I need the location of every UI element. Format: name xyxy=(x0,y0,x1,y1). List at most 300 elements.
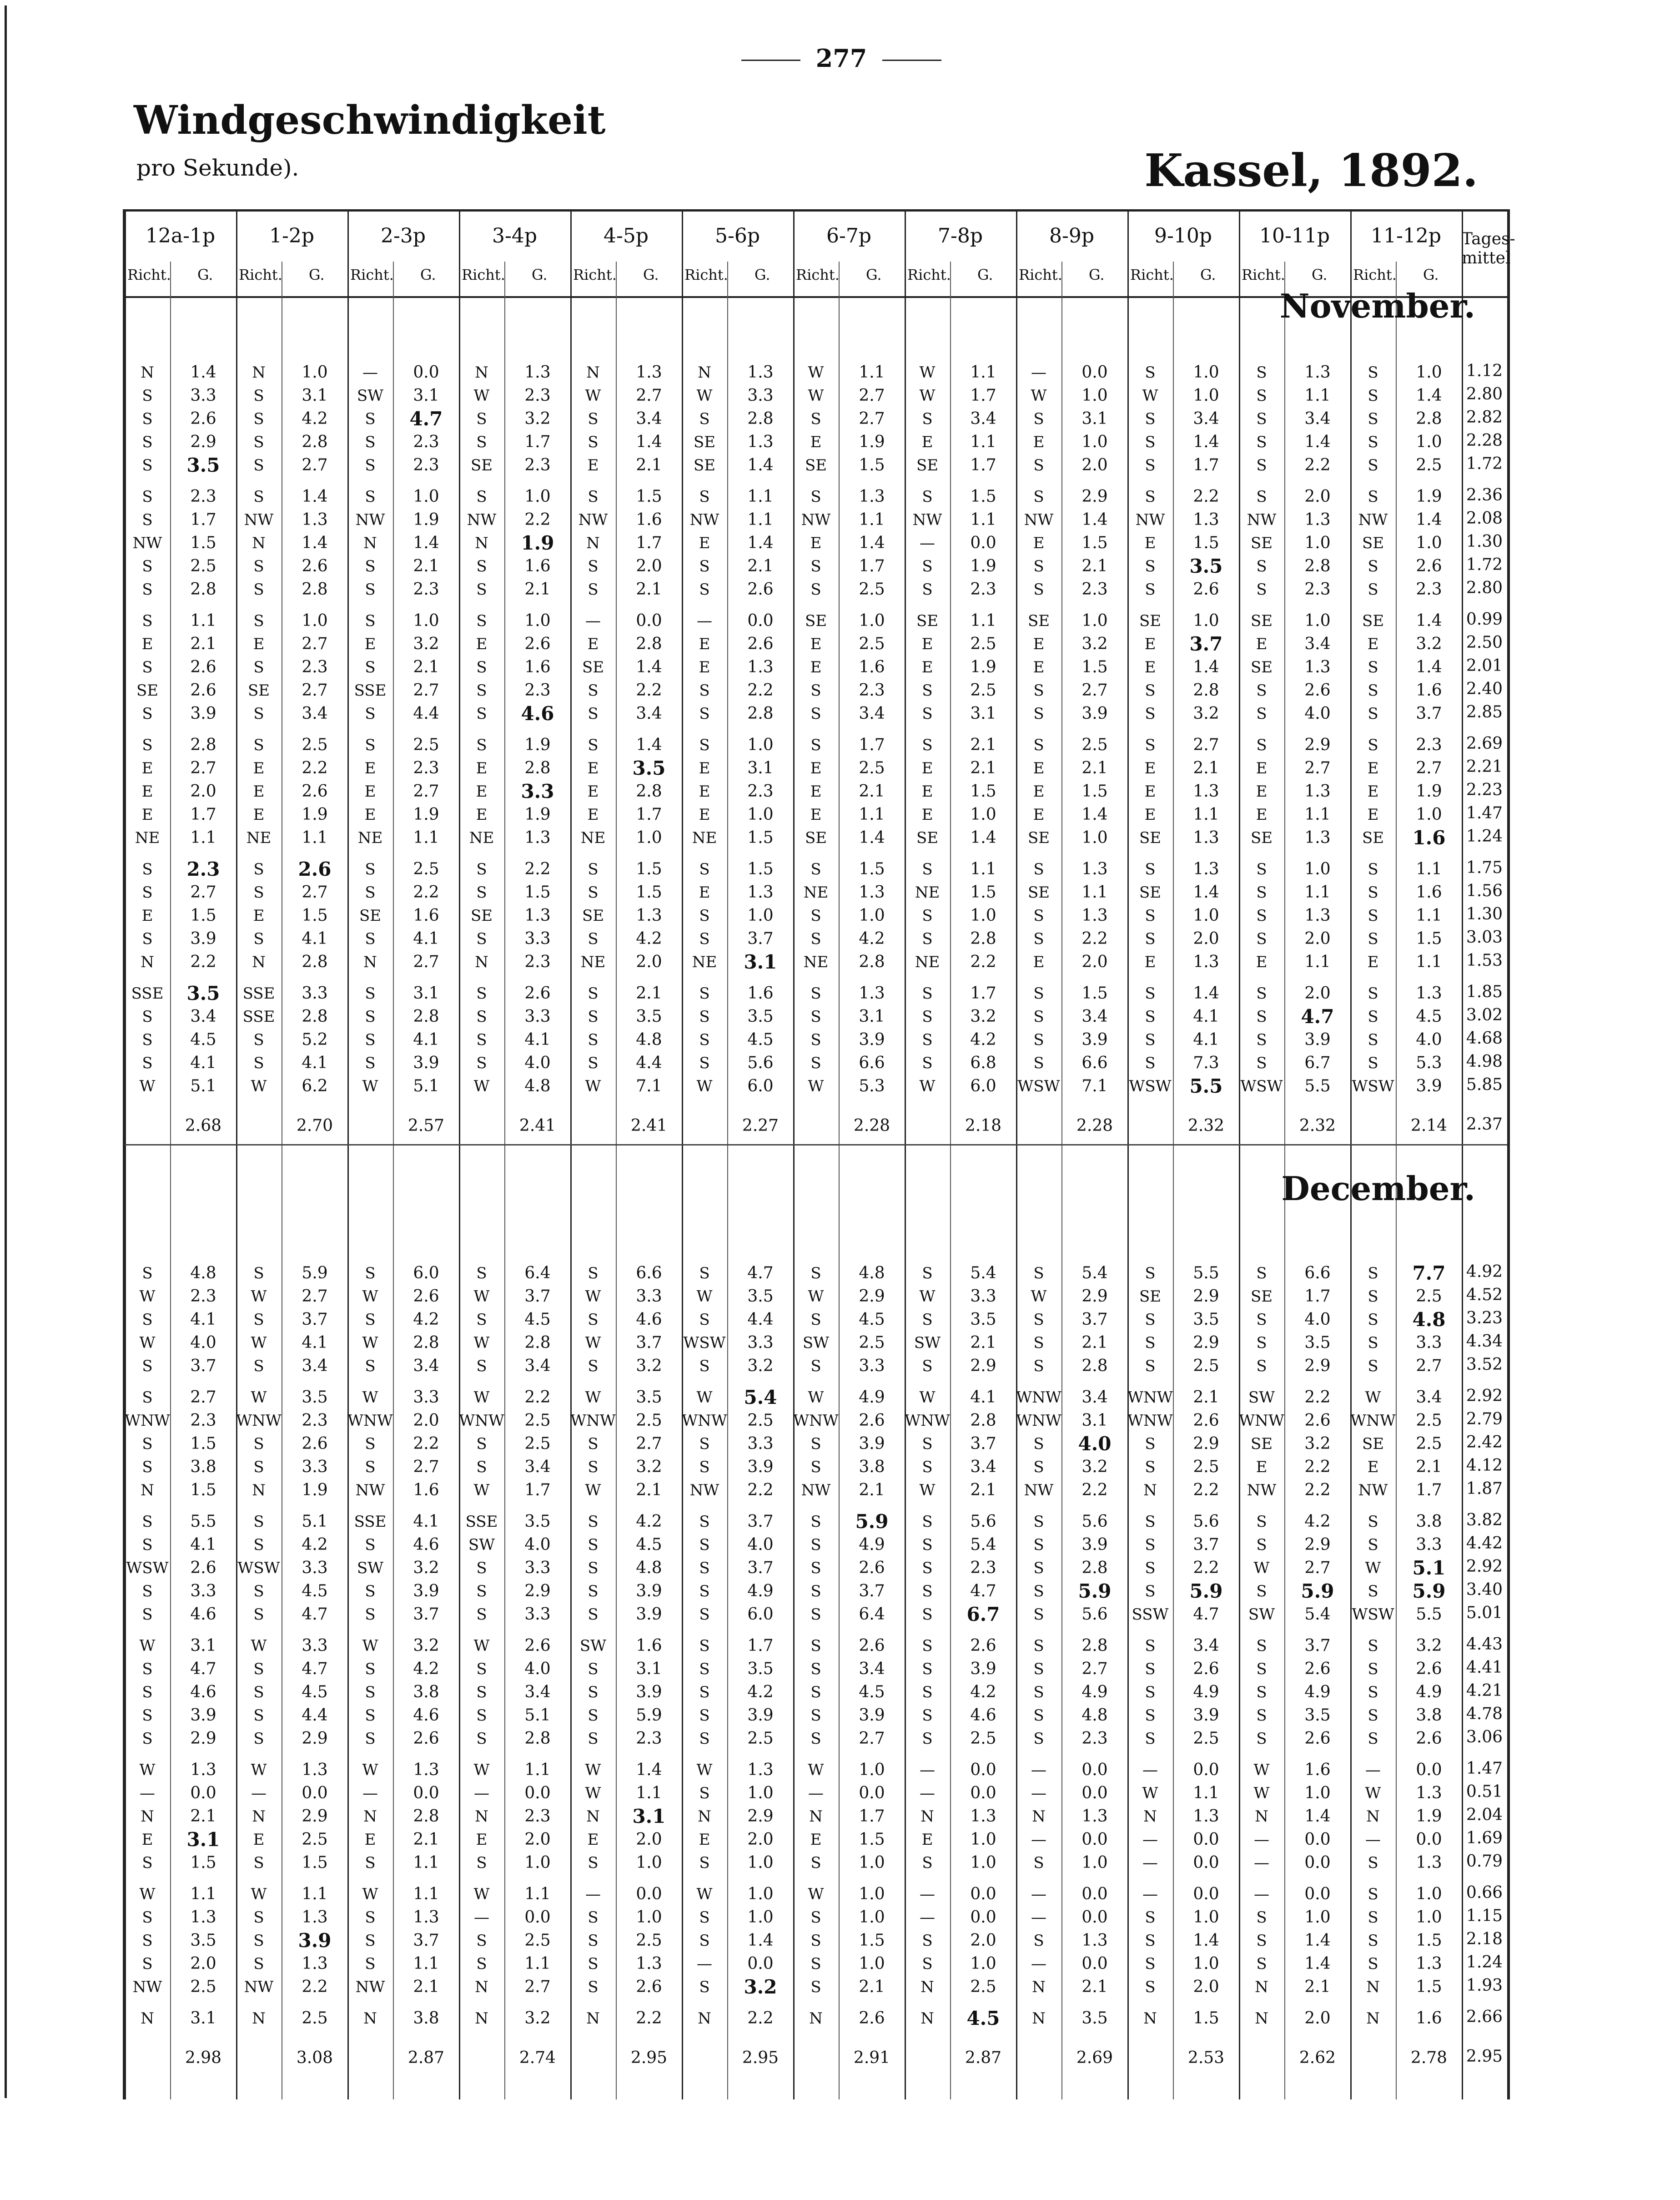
wind-direction: W xyxy=(585,387,601,405)
wind-speed: 2.6 xyxy=(524,984,551,1003)
wind-speed: 0.0 xyxy=(190,1784,216,1802)
wind-speed: 2.8 xyxy=(859,953,885,971)
wind-speed: 2.1 xyxy=(747,557,774,575)
hour-column-header xyxy=(570,212,682,296)
wind-direction: S xyxy=(476,1458,487,1476)
wind-speed: 4.0 xyxy=(1304,1310,1331,1329)
wind-speed: 3.2 xyxy=(413,1559,439,1577)
wind-direction: NW xyxy=(1024,1481,1054,1499)
daily-mean: 3.23 xyxy=(1466,1309,1503,1327)
wind-direction: S xyxy=(1256,1582,1267,1600)
wind-speed: 0.0 xyxy=(970,1908,996,1927)
wind-speed: 1.7 xyxy=(190,510,216,529)
wind-speed: 1.0 xyxy=(1416,805,1442,824)
wind-direction: E xyxy=(364,759,376,777)
wind-speed: 1.3 xyxy=(190,1908,216,1927)
wind-direction: S xyxy=(588,1978,599,1996)
wind-speed: 1.3 xyxy=(1193,782,1219,801)
wind-direction: E xyxy=(364,782,376,801)
wind-speed: 3.5 xyxy=(636,1388,662,1407)
wind-direction: W xyxy=(1142,1784,1158,1802)
wind-direction: S xyxy=(476,1559,487,1577)
daily-mean: 5.85 xyxy=(1466,1075,1503,1094)
wind-direction: W xyxy=(362,1287,378,1306)
wind-speed: 1.0 xyxy=(1193,1908,1219,1927)
wind-speed: 1.6 xyxy=(524,557,551,575)
wind-speed: 4.1 xyxy=(190,1310,216,1329)
daily-mean: 2.85 xyxy=(1466,703,1503,722)
wind-direction: S xyxy=(142,883,153,902)
wind-speed: 2.6 xyxy=(1304,1729,1331,1748)
wind-speed: 6.2 xyxy=(302,1077,328,1095)
wind-direction: S xyxy=(142,1458,153,1476)
wind-speed: 2.1 xyxy=(1416,1458,1442,1476)
wind-speed: 1.5 xyxy=(636,860,662,878)
wind-speed: 4.0 xyxy=(190,1333,216,1352)
wind-direction: E xyxy=(1033,759,1045,777)
wind-direction: N xyxy=(1255,1978,1268,1996)
direction-subheader: Richt. xyxy=(684,266,728,283)
wind-direction: N xyxy=(920,1978,934,1996)
wind-direction: W xyxy=(251,1388,267,1407)
wind-speed: 1.1 xyxy=(190,611,216,630)
direction-subheader: Richt. xyxy=(1019,266,1062,283)
wind-speed: 5.4 xyxy=(970,1264,996,1282)
wind-speed: 3.2 xyxy=(1304,1434,1331,1453)
wind-speed: 4.6 xyxy=(970,1706,996,1725)
wind-direction: S xyxy=(588,1605,599,1624)
wind-direction: S xyxy=(253,1955,264,1973)
daily-mean: 4.34 xyxy=(1466,1332,1503,1351)
wind-speed: 4.4 xyxy=(747,1310,774,1329)
wind-speed: 2.7 xyxy=(859,386,885,405)
wind-direction: S xyxy=(922,1955,933,1973)
wind-direction: SSE xyxy=(242,1008,275,1026)
wind-direction: S xyxy=(142,433,153,451)
wind-direction: N xyxy=(475,2009,488,2028)
wind-direction: S xyxy=(588,433,599,451)
wind-direction: S xyxy=(588,1311,599,1329)
wind-direction: S xyxy=(922,1605,933,1624)
wind-direction: W xyxy=(808,363,824,382)
wind-direction: S xyxy=(1368,456,1378,474)
wind-direction: W xyxy=(696,1885,713,1903)
wind-direction: W xyxy=(362,1388,378,1407)
wind-speed: 5.5 xyxy=(1416,1605,1442,1624)
wind-direction: S xyxy=(922,1932,933,1950)
wind-speed: 5.9 xyxy=(1412,1580,1446,1602)
wind-speed: 2.9 xyxy=(1193,1434,1219,1453)
wind-direction: — xyxy=(1031,1761,1046,1779)
wind-speed: 1.9 xyxy=(521,532,554,554)
daily-mean: 3.06 xyxy=(1466,1728,1503,1746)
wind-speed: 0.0 xyxy=(1081,1784,1108,1802)
wind-direction: S xyxy=(588,1683,599,1701)
wind-direction: S xyxy=(142,658,153,676)
wind-speed: 2.2 xyxy=(1304,456,1331,474)
wind-direction: S xyxy=(1256,363,1267,382)
wind-speed: 2.5 xyxy=(302,2009,328,2028)
wind-direction: S xyxy=(476,1264,487,1282)
wind-direction: SE xyxy=(1139,1287,1162,1306)
wind-speed: 1.0 xyxy=(970,1853,996,1872)
wind-speed: 2.7 xyxy=(1416,1357,1442,1375)
wind-speed: 2.6 xyxy=(298,858,332,880)
wind-speed: 5.6 xyxy=(1081,1512,1108,1531)
wind-speed: 3.2 xyxy=(636,1458,662,1476)
wind-direction: S xyxy=(922,1730,933,1748)
wind-direction: SW xyxy=(802,1334,830,1352)
wind-speed: 1.0 xyxy=(302,363,328,382)
wind-speed: 1.0 xyxy=(1304,1908,1331,1927)
daily-mean: 3.02 xyxy=(1466,1006,1503,1024)
wind-speed: 2.8 xyxy=(413,1007,439,1026)
daily-mean: 4.41 xyxy=(1466,1658,1503,1677)
wind-speed: 2.7 xyxy=(190,883,216,902)
wind-speed: 2.8 xyxy=(970,1411,996,1430)
wind-direction: S xyxy=(1033,1031,1044,1049)
wind-direction: S xyxy=(588,488,599,506)
wind-direction: S xyxy=(365,984,376,1003)
wind-direction: S xyxy=(365,1660,376,1678)
wind-direction: S xyxy=(365,1683,376,1701)
wind-speed: 4.8 xyxy=(190,1264,216,1282)
wind-speed: 1.0 xyxy=(1193,611,1219,630)
wind-speed: 3.4 xyxy=(302,1357,328,1375)
wind-direction: S xyxy=(1033,580,1044,599)
wind-direction: E xyxy=(253,782,265,801)
wind-direction: W xyxy=(1365,1559,1381,1577)
wind-direction: S xyxy=(142,860,153,878)
wind-speed: 0.0 xyxy=(524,1784,551,1802)
wind-speed: 5.1 xyxy=(413,1077,439,1095)
wind-direction: S xyxy=(1145,1559,1156,1577)
wind-direction: S xyxy=(1145,410,1156,428)
wind-speed: 3.4 xyxy=(859,1660,885,1678)
wind-direction: S xyxy=(699,1264,710,1282)
wind-speed: 4.1 xyxy=(413,929,439,948)
wind-direction: S xyxy=(476,1311,487,1329)
wind-direction: S xyxy=(1368,1008,1378,1026)
wind-speed: 3.5 xyxy=(1304,1706,1331,1725)
wind-direction: S xyxy=(699,1730,710,1748)
speed-subheader: G. xyxy=(1423,266,1439,283)
wind-direction: W xyxy=(473,1885,490,1903)
wind-speed: 2.5 xyxy=(859,759,885,777)
wind-direction: S xyxy=(810,1978,821,1996)
wind-direction: S xyxy=(365,410,376,428)
wind-speed: 0.0 xyxy=(1304,1830,1331,1849)
wind-direction: S xyxy=(1368,930,1378,948)
wind-speed: 2.0 xyxy=(1304,2009,1331,2028)
wind-speed: 2.3 xyxy=(524,681,551,700)
wind-direction: SE xyxy=(1139,829,1162,847)
wind-speed: 1.4 xyxy=(1304,1954,1331,1973)
wind-direction: S xyxy=(1256,1908,1267,1927)
wind-speed: 1.5 xyxy=(859,1830,885,1849)
wind-speed: 1.1 xyxy=(524,1761,551,1779)
wind-direction: SE xyxy=(1250,1287,1273,1306)
wind-speed: 3.7 xyxy=(1189,633,1223,655)
wind-speed: 3.3 xyxy=(524,929,551,948)
wind-speed: 1.3 xyxy=(1081,906,1108,925)
wind-direction: S xyxy=(1145,1435,1156,1453)
wind-speed: 2.6 xyxy=(302,557,328,575)
direction-subheader: Richt. xyxy=(127,266,171,283)
hour-label: 6-7p xyxy=(826,224,872,247)
wind-speed: 1.7 xyxy=(970,386,996,405)
wind-direction: S xyxy=(1033,1513,1044,1531)
wind-direction: S xyxy=(922,488,933,506)
wind-direction: NW xyxy=(1358,511,1388,529)
hourly-mean: 2.41 xyxy=(519,1116,556,1135)
hourly-mean: 2.41 xyxy=(630,1116,668,1135)
wind-speed: 2.8 xyxy=(1081,1559,1108,1577)
wind-speed: 5.6 xyxy=(747,1054,774,1072)
wind-direction: S xyxy=(142,511,153,529)
hourly-mean: 2.68 xyxy=(185,1116,222,1135)
wind-speed: 1.1 xyxy=(1193,805,1219,824)
wind-speed: 2.6 xyxy=(970,1636,996,1655)
wind-direction: S xyxy=(142,1031,153,1049)
wind-speed: 3.9 xyxy=(747,1458,774,1476)
wind-speed: 4.9 xyxy=(747,1582,774,1600)
wind-direction: S xyxy=(142,1513,153,1531)
wind-speed: 5.6 xyxy=(1081,1605,1108,1624)
wind-speed: 3.2 xyxy=(524,2009,551,2028)
wind-speed: 2.5 xyxy=(1193,1458,1219,1476)
wind-speed: 1.1 xyxy=(970,433,996,451)
wind-direction: S xyxy=(699,1706,710,1725)
wind-speed: 1.1 xyxy=(859,510,885,529)
wind-direction: S xyxy=(253,1908,264,1927)
direction-subheader: Richt. xyxy=(573,266,617,283)
wind-direction: NW xyxy=(1135,511,1165,529)
wind-speed: 2.3 xyxy=(190,1411,216,1430)
wind-speed: 0.0 xyxy=(1416,1761,1442,1779)
wind-direction: SW xyxy=(357,387,384,405)
wind-speed: 2.1 xyxy=(1081,1978,1108,1996)
daily-mean: 1.87 xyxy=(1466,1479,1503,1498)
page-number: 277 xyxy=(696,44,987,73)
wind-direction: WNW xyxy=(1239,1412,1284,1430)
wind-direction: S xyxy=(253,1683,264,1701)
wind-speed: 1.9 xyxy=(413,510,439,529)
wind-speed: 2.5 xyxy=(1416,1434,1442,1453)
wind-direction: SE xyxy=(916,456,939,474)
wind-speed: 3.7 xyxy=(1304,1636,1331,1655)
wind-direction: — xyxy=(362,1784,378,1802)
wind-speed: 1.5 xyxy=(859,860,885,878)
wind-speed: 3.8 xyxy=(413,1683,439,1701)
wind-speed: 1.6 xyxy=(1416,2009,1442,2028)
wind-speed: 7.1 xyxy=(636,1077,662,1095)
wind-direction: S xyxy=(922,907,933,925)
wind-speed: 3.1 xyxy=(636,1660,662,1678)
wind-direction: W xyxy=(808,387,824,405)
wind-direction: S xyxy=(810,1932,821,1950)
wind-speed: 1.3 xyxy=(413,1761,439,1779)
speed-subheader: G. xyxy=(643,266,659,283)
wind-speed: 1.1 xyxy=(524,1885,551,1903)
wind-direction: WNW xyxy=(1016,1412,1061,1430)
wind-direction: S xyxy=(1368,658,1378,676)
wind-speed: 1.5 xyxy=(190,1434,216,1453)
wind-speed: 1.4 xyxy=(1416,658,1442,676)
wind-speed: 2.0 xyxy=(1304,984,1331,1003)
wind-direction: S xyxy=(253,1311,264,1329)
wind-direction: E xyxy=(1144,534,1156,552)
wind-direction: NW xyxy=(1247,511,1277,529)
wind-direction: S xyxy=(253,1357,264,1375)
wind-speed: 2.3 xyxy=(859,681,885,700)
wind-direction: S xyxy=(1145,1730,1156,1748)
wind-speed: 4.2 xyxy=(1304,1512,1331,1531)
wind-speed: 1.0 xyxy=(859,1761,885,1779)
daily-mean: 1.85 xyxy=(1466,983,1503,1001)
wind-direction: W xyxy=(1031,1287,1047,1306)
wind-speed: 1.3 xyxy=(190,1761,216,1779)
wind-direction: E xyxy=(476,759,488,777)
wind-direction: S xyxy=(1145,1264,1156,1282)
wind-direction: SE xyxy=(1362,612,1384,630)
wind-direction: S xyxy=(253,387,264,405)
wind-speed: 1.6 xyxy=(413,906,439,925)
wind-direction: S xyxy=(1145,1978,1156,1996)
wind-speed: 2.5 xyxy=(190,1978,216,1996)
wind-direction: S xyxy=(142,387,153,405)
wind-speed: 0.0 xyxy=(970,1885,996,1903)
wind-speed: 1.3 xyxy=(970,1807,996,1826)
wind-speed: 2.6 xyxy=(1416,1660,1442,1678)
wind-direction: SE xyxy=(693,433,716,451)
wind-direction: S xyxy=(476,580,487,599)
wind-speed: 2.5 xyxy=(1193,1357,1219,1375)
wind-direction: S xyxy=(142,1854,153,1872)
wind-direction: NW xyxy=(132,534,162,552)
wind-speed: 2.1 xyxy=(859,1481,885,1499)
wind-speed: 2.6 xyxy=(1193,580,1219,599)
wind-speed: 1.3 xyxy=(1304,828,1331,847)
wind-speed: 6.0 xyxy=(747,1077,774,1095)
wind-direction: S xyxy=(365,488,376,506)
wind-speed: 2.3 xyxy=(190,1287,216,1306)
wind-speed: 2.9 xyxy=(190,1729,216,1748)
hourly-mean: 2.14 xyxy=(1410,1116,1448,1135)
wind-speed: 2.1 xyxy=(190,1807,216,1826)
wind-direction: S xyxy=(253,580,264,599)
wind-direction: S xyxy=(1368,1536,1378,1554)
wind-direction: W xyxy=(473,1761,490,1779)
wind-speed: 1.7 xyxy=(636,534,662,552)
wind-direction: S xyxy=(699,1683,710,1701)
wind-direction: S xyxy=(476,1031,487,1049)
wind-speed: 3.7 xyxy=(970,1434,996,1453)
wind-speed: 2.1 xyxy=(190,635,216,653)
wind-direction: S xyxy=(588,1264,599,1282)
wind-speed: 3.5 xyxy=(186,454,220,476)
wind-direction: E xyxy=(1256,1458,1268,1476)
wind-direction: S xyxy=(1368,860,1378,878)
wind-direction: S xyxy=(1145,1357,1156,1375)
wind-direction: S xyxy=(142,1536,153,1554)
wind-direction: S xyxy=(365,1357,376,1375)
wind-direction: WNW xyxy=(459,1412,504,1430)
wind-speed: 1.5 xyxy=(190,906,216,925)
wind-direction: S xyxy=(1368,1932,1378,1950)
wind-direction: S xyxy=(1145,1513,1156,1531)
wind-speed: 2.7 xyxy=(413,782,439,801)
wind-speed: 3.4 xyxy=(1193,1636,1219,1655)
wind-speed: 1.4 xyxy=(859,534,885,552)
wind-speed: 4.5 xyxy=(636,1535,662,1554)
wind-speed: 3.1 xyxy=(744,951,777,973)
wind-speed: 0.0 xyxy=(1193,1853,1219,1872)
wind-speed: 3.3 xyxy=(970,1287,996,1306)
wind-speed: 2.3 xyxy=(413,433,439,451)
wind-speed: 1.5 xyxy=(1416,929,1442,948)
wind-speed: 1.7 xyxy=(636,805,662,824)
wind-direction: WSW xyxy=(126,1559,169,1577)
wind-speed: 1.3 xyxy=(1193,828,1219,847)
wind-speed: 2.7 xyxy=(190,1388,216,1407)
wind-speed: 2.1 xyxy=(970,1333,996,1352)
wind-direction: S xyxy=(810,1031,821,1049)
wind-speed: 6.0 xyxy=(413,1264,439,1282)
daily-mean: 5.01 xyxy=(1466,1604,1503,1622)
wind-direction: S xyxy=(588,883,599,902)
wind-speed: 3.5 xyxy=(632,757,666,779)
wind-direction: N xyxy=(252,1807,266,1826)
daily-mean: 1.56 xyxy=(1466,882,1503,900)
direction-subheader: Richt. xyxy=(1242,266,1285,283)
wind-speed: 3.2 xyxy=(1081,635,1108,653)
wind-direction: E xyxy=(699,782,710,801)
wind-speed: 1.3 xyxy=(1304,658,1331,676)
wind-direction: WSW xyxy=(1352,1605,1394,1624)
wind-speed: 3.3 xyxy=(747,1333,774,1352)
wind-speed: 4.6 xyxy=(521,702,554,725)
wind-speed: 0.0 xyxy=(1081,1908,1108,1927)
wind-direction: — xyxy=(1031,1955,1046,1973)
wind-speed: 2.7 xyxy=(859,409,885,428)
wind-speed: 1.1 xyxy=(302,1885,328,1903)
wind-direction: W xyxy=(473,1287,490,1306)
wind-direction: S xyxy=(588,1955,599,1973)
wind-speed: 3.1 xyxy=(859,1007,885,1026)
wind-direction: — xyxy=(362,363,378,382)
wind-direction: S xyxy=(810,557,821,575)
wind-speed: 2.6 xyxy=(190,409,216,428)
wind-speed: 1.4 xyxy=(1416,510,1442,529)
wind-speed: 2.6 xyxy=(1304,1411,1331,1430)
direction-subheader: Richt. xyxy=(1130,266,1174,283)
wind-speed: 5.1 xyxy=(524,1706,551,1725)
hour-label: 10-11p xyxy=(1259,224,1330,247)
daily-mean: 2.82 xyxy=(1466,408,1503,427)
wind-speed: 1.9 xyxy=(1416,1807,1442,1826)
wind-direction: S xyxy=(588,930,599,948)
wind-direction: S xyxy=(1033,1637,1044,1655)
wind-direction: SE xyxy=(582,907,604,925)
wind-speed: 4.6 xyxy=(413,1706,439,1725)
wind-speed: 2.1 xyxy=(636,580,662,599)
wind-direction: E xyxy=(1144,782,1156,801)
wind-direction: S xyxy=(1368,1582,1378,1600)
direction-subheader: Richt. xyxy=(1353,266,1397,283)
wind-direction: S xyxy=(810,1559,821,1577)
wind-direction: N xyxy=(1255,1807,1268,1826)
